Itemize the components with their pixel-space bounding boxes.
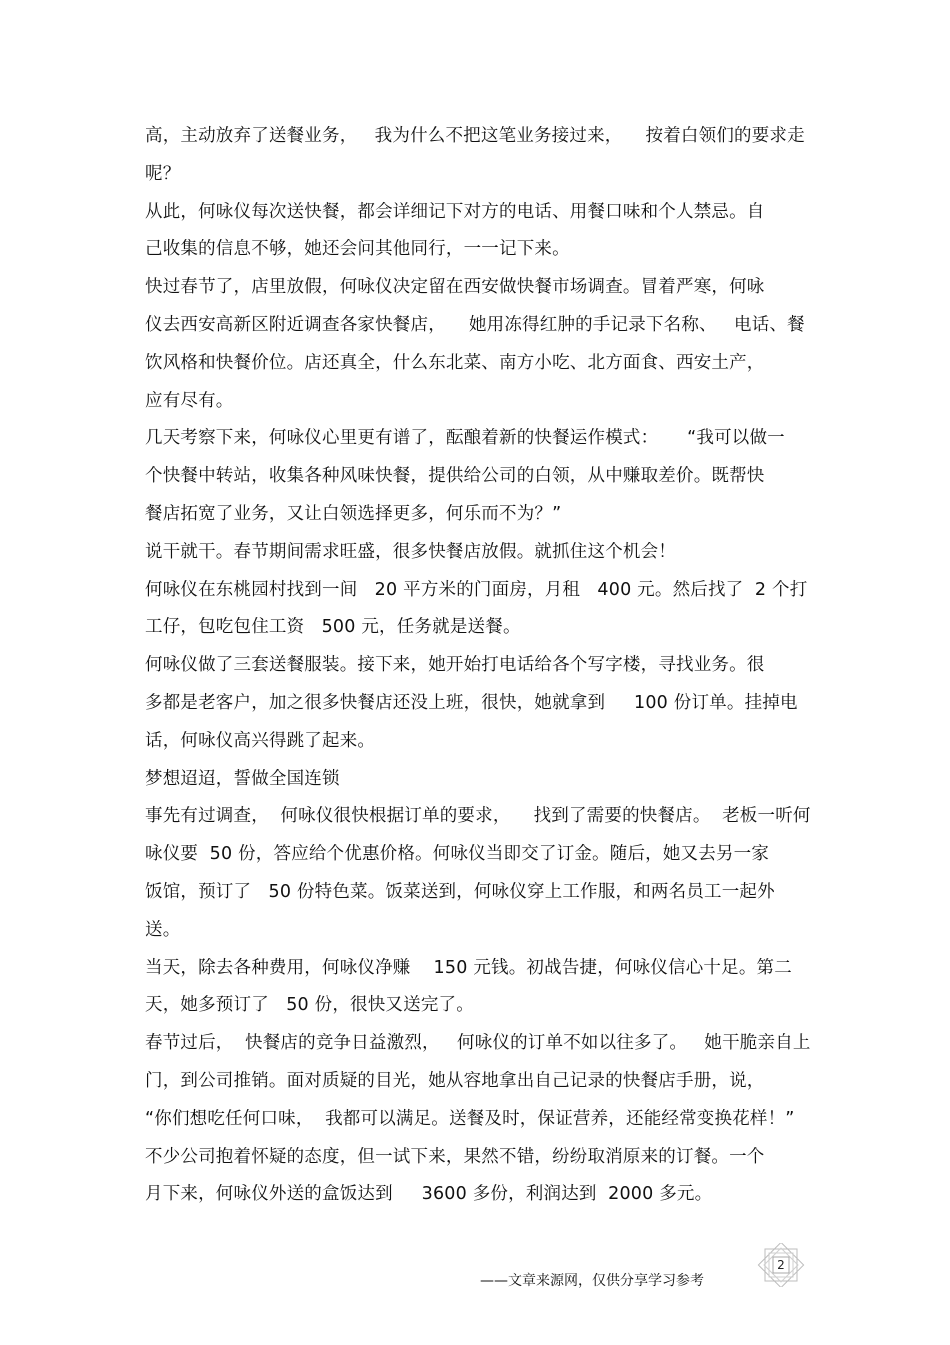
body-line: 月下来，何咏仪外送的盒饭达到 3600 多份，利润达到 2000 多元。 [145, 1184, 713, 1205]
body-line: 多都是老客户，加之很多快餐店还没上班，很快，她就拿到 100 份订单。挂掉电 [145, 692, 798, 713]
body-line: 高，主动放弃了送餐业务， 我为什么不把这笔业务接过来， 按着白领们的要求走 [145, 126, 805, 146]
body-line: 几天考察下来，何咏仪心里更有谱了，酝酿着新的快餐运作模式： “我可以做一 [145, 428, 785, 449]
body-line: 咏仪要 50 份，答应给个优惠价格。何咏仪当即交了订金。随后，她又去另一家 [145, 844, 770, 865]
body-line: 个快餐中转站，收集各种风味快餐，提供给公司的白领，从中赚取差价。既帮快 [145, 466, 765, 487]
body-line: “你们想吃任何口味， 我都可以满足。送餐及时，保证营养，还能经常变换花样！” [145, 1108, 795, 1129]
body-line: 送。 [145, 919, 181, 940]
page-number-badge [757, 1243, 805, 1287]
body-line: 仪去西安高新区附近调查各家快餐店， 她用冻得红肿的手记录下名称、 电话、餐 [145, 314, 805, 335]
body-line: 餐店拓宽了业务，又让白领选择更多，何乐而不为？” [145, 503, 562, 524]
body-line: 饮风格和快餐价位。店还真全，什么东北菜、南方小吃、北方面食、西安土产， [145, 352, 765, 373]
body-line: 春节过后， 快餐店的竞争日益激烈， 何咏仪的订单不如以往多了。 她干脆亲自上 [145, 1033, 811, 1054]
body-line: 当天，除去各种费用，何咏仪净赚 150 元钱。初战告捷，何咏仪信心十足。第二 [145, 957, 792, 978]
body-line: 应有尽有。 [145, 390, 234, 411]
body-line: 何咏仪做了三套送餐服装。接下来，她开始打电话给各个写字楼，寻找业务。很 [145, 655, 765, 676]
body-line: 呢？ [145, 163, 181, 184]
body-line: 何咏仪在东桃园村找到一间 20 平方米的门面房，月租 400 元。然后找了 2 个打 [145, 579, 808, 600]
body-line: 天，她多预订了 50 份，很快又送完了。 [145, 995, 474, 1016]
page-number: 2 [777, 1258, 785, 1272]
body-line: 工仔，包吃包住工资 500 元，任务就是送餐。 [145, 617, 521, 638]
body-line: 快过春节了，店里放假，何咏仪决定留在西安做快餐市场调查。冒着严寒，何咏 [145, 277, 765, 298]
body-text [145, 118, 825, 1214]
body-line: 话，何咏仪高兴得跳了起来。 [145, 730, 376, 751]
footer-source-note: ——文章来源网，仅供分享学习参考 [480, 1273, 704, 1289]
body-line: 说干就干。春节期间需求旺盛，很多快餐店放假。就抓住这个机会！ [145, 541, 676, 562]
section-heading: 梦想迢迢，誓做全国连锁 [145, 768, 340, 789]
body-line: 不少公司抱着怀疑的态度，但一试下来，果然不错，纷纷取消原来的订餐。一个 [145, 1146, 765, 1167]
body-line: 从此，何咏仪每次送快餐，都会详细记下对方的电话、用餐口味和个人禁忌。自 [145, 201, 765, 222]
body-line: 己收集的信息不够，她还会问其他同行，一一记下来。 [145, 239, 570, 260]
body-line: 门，到公司推销。面对质疑的目光，她从容地拿出自己记录的快餐店手册，说， [145, 1070, 765, 1091]
body-line: 饭馆，预订了 50 份特色菜。饭菜送到，何咏仪穿上工作服，和两名员工一起外 [145, 881, 775, 902]
body-line: 事先有过调查， 何咏仪很快根据订单的要求， 找到了需要的快餐店。 老板一听何 [145, 806, 811, 827]
